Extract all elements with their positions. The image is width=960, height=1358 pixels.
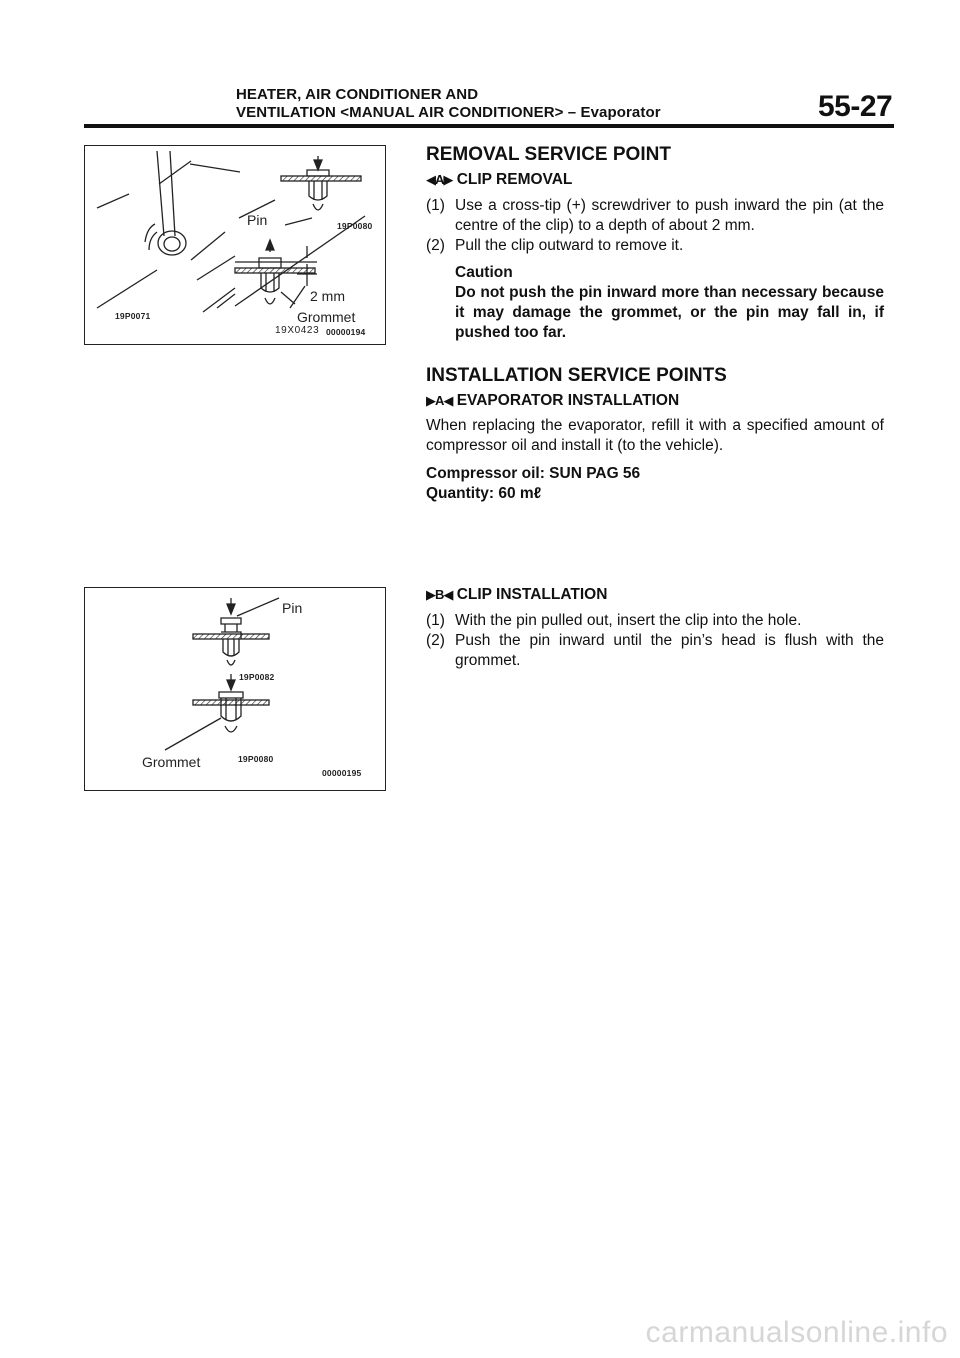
caution-label: Caution xyxy=(455,264,513,281)
figure2-label-pin: Pin xyxy=(282,600,303,616)
removal-step-2-text: Pull the clip outward to remove it. xyxy=(455,237,684,254)
removal-section xyxy=(426,145,884,343)
header-rule xyxy=(84,124,894,128)
figure-clip-installation-drawing xyxy=(85,588,385,790)
caution-block xyxy=(426,263,884,343)
header-title-line1: HEATER, AIR CONDITIONER AND xyxy=(236,86,479,103)
figure1-code-c: 19X0423 xyxy=(275,325,320,336)
oil-spec: Compressor oil: SUN PAG 56 xyxy=(426,465,641,482)
clip-installation-section xyxy=(426,585,884,671)
figure1-label-2mm: 2 mm xyxy=(310,288,345,304)
figure2-code-c: 00000195 xyxy=(322,768,362,778)
clip-step-2 xyxy=(426,631,884,671)
removal-step-2 xyxy=(426,236,884,256)
removal-subtitle-row xyxy=(426,170,884,190)
footer-watermark: carmanualsonline.info xyxy=(645,1316,948,1349)
evap-subtitle: EVAPORATOR INSTALLATION xyxy=(456,392,680,409)
removal-step-1-num: (1) xyxy=(426,197,445,214)
figure2-code-b: 19P0080 xyxy=(238,754,274,764)
evap-marker: ▶A◀ xyxy=(426,393,453,408)
evap-text: When replacing the evaporator, refill it with a specified amount of compressor oil and install it (to the vehicle). xyxy=(426,417,884,454)
installation-section xyxy=(426,366,884,504)
figure1-code-a: 19P0080 xyxy=(337,221,373,231)
clip-step-2-num: (2) xyxy=(426,632,445,649)
figure-clip-removal xyxy=(84,145,386,345)
figure-clip-installation xyxy=(84,587,386,791)
removal-title: REMOVAL SERVICE POINT xyxy=(426,144,671,165)
removal-step-2-num: (2) xyxy=(426,237,445,254)
removal-marker: ◀A▶ xyxy=(426,172,453,187)
figure2-code-a: 19P0082 xyxy=(239,672,275,682)
figure2-label-grommet: Grommet xyxy=(142,754,201,770)
figure1-label-grommet: Grommet xyxy=(297,309,356,325)
caution-text: Do not push the pin inward more than necessary because it may damage the grommet, or the pin may fall in, if pushed too far. xyxy=(455,284,884,341)
evap-subtitle-row xyxy=(426,391,884,411)
figure1-code-b: 19P0071 xyxy=(115,311,151,321)
removal-step-1 xyxy=(426,196,884,236)
clip-subtitle-row xyxy=(426,585,884,605)
clip-step-2-text: Push the pin inward until the pin’s head is flush with the grommet. xyxy=(455,632,884,669)
installation-title: INSTALLATION SERVICE POINTS xyxy=(426,365,727,386)
oil-quantity: Quantity: 60 mℓ xyxy=(426,485,542,502)
figure1-label-pin: Pin xyxy=(247,212,268,228)
clip-step-1 xyxy=(426,611,884,631)
clip-marker: ▶B◀ xyxy=(426,587,453,602)
clip-step-1-text: With the pin pulled out, insert the clip into the hole. xyxy=(455,612,802,629)
header-title-line2: VENTILATION <MANUAL AIR CONDITIONER> – Evaporator xyxy=(236,104,661,121)
clip-step-1-num: (1) xyxy=(426,612,445,629)
removal-step-1-text: Use a cross-tip (+) screwdriver to push inward the pin (at the centre of the clip) to a depth of about 2 mm. xyxy=(455,197,884,234)
figure1-code-d: 00000194 xyxy=(326,327,366,337)
clip-subtitle: CLIP INSTALLATION xyxy=(456,586,608,603)
page-number: 55-27 xyxy=(818,90,893,123)
removal-subtitle: CLIP REMOVAL xyxy=(456,171,573,188)
